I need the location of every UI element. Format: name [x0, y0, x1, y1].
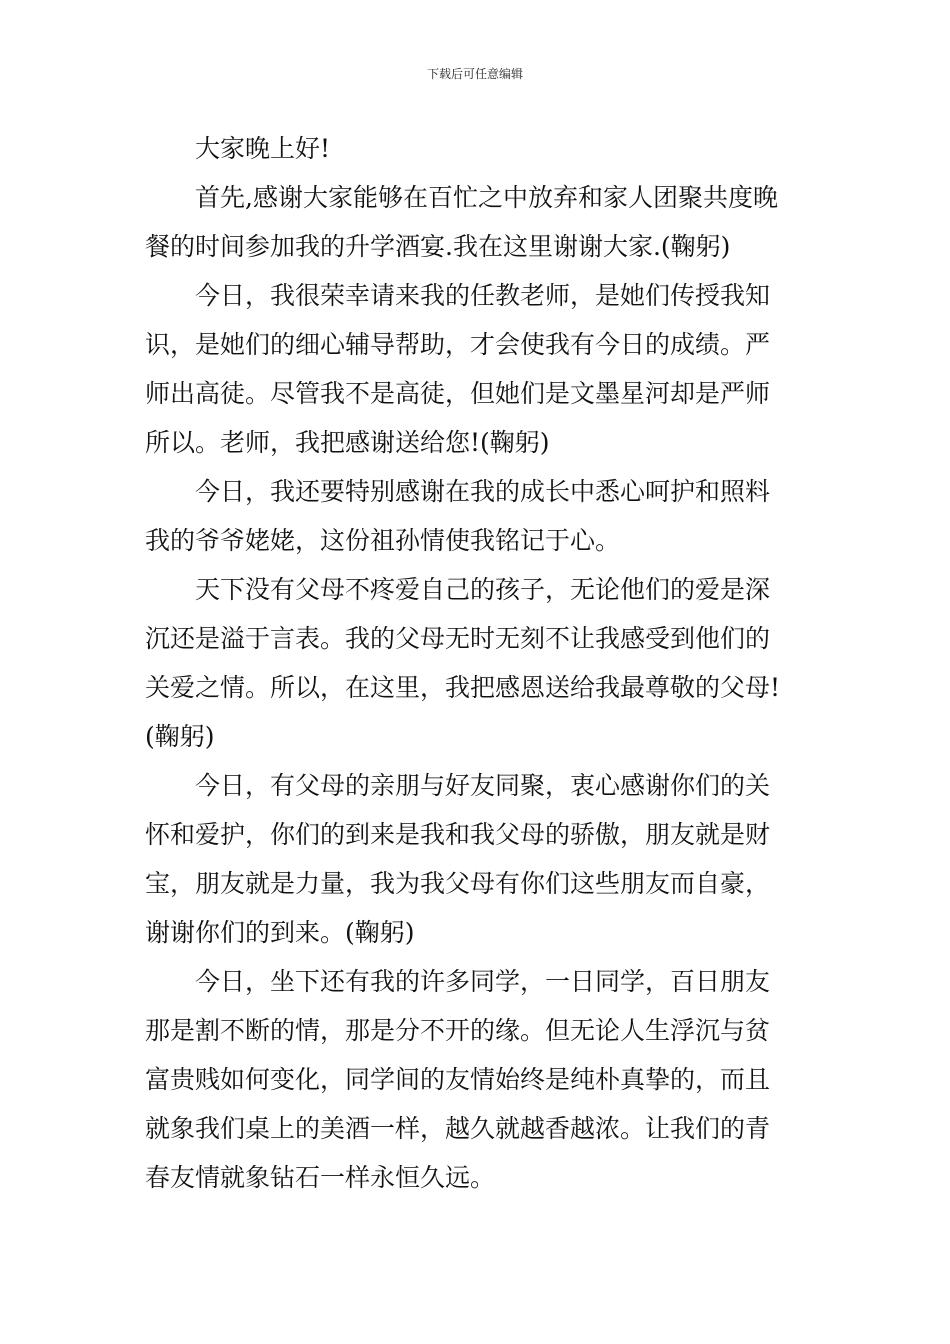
text-line: 师出高徒。尽管我不是高徒，但她们是文墨星河却是严师: [145, 379, 771, 408]
text-line: 就象我们桌上的美酒一样，越久就越香越浓。让我们的青: [145, 1114, 771, 1143]
text-line: 富贵贱如何变化，同学间的友情始终是纯朴真挚的，而且: [145, 1065, 771, 1094]
text-line: 今日，我很荣幸请来我的任教老师，是她们传授我知: [195, 281, 771, 310]
text-line: 今日，坐下还有我的许多同学，一日同学，百日朋友: [195, 967, 771, 996]
paragraph-thanks-parents: [145, 565, 809, 761]
text-line: 春友情就象钻石一样永恒久远。: [145, 1163, 496, 1192]
paragraph-thanks-classmates: [145, 957, 809, 1202]
text-line: 沉还是溢于言表。我的父母无时无刻不让我感受到他们的: [145, 624, 771, 653]
text-line: 识，是她们的细心辅导帮助，才会使我有今日的成绩。严: [145, 330, 771, 359]
text-line: 今日，我还要特别感谢在我的成长中悉心呵护和照料: [195, 477, 771, 506]
text-line: 所以。老师，我把感谢送给您!(鞠躬): [145, 428, 550, 457]
text-line: 宝，朋友就是力量，我为我父母有你们这些朋友而自豪，: [145, 869, 771, 898]
text-line: (鞠躬): [145, 722, 215, 751]
paragraph-thanks-grandparents: [145, 467, 809, 565]
text-line: 怀和爱护，你们的到来是我和我父母的骄傲，朋友就是财: [145, 820, 771, 849]
text-line: 天下没有父母不疼爱自己的孩子，无论他们的爱是深: [195, 575, 771, 604]
text-line: 餐的时间参加我的升学酒宴.我在这里谢谢大家.(鞠躬): [145, 232, 731, 261]
text-line: 首先,感谢大家能够在百忙之中放弃和家人团聚共度晚: [195, 183, 778, 212]
paragraph-thanks-friends: [145, 761, 809, 957]
text-line: 今日，有父母的亲朋与好友同聚，衷心感谢你们的关: [195, 771, 771, 800]
text-line: 我的爷爷姥姥，这份祖孙情使我铭记于心。: [145, 526, 621, 555]
paragraph-thanks-guests: [145, 173, 809, 271]
page-header: 下载后可任意编辑: [426, 67, 523, 81]
paragraph-greeting: [145, 124, 809, 173]
document-body: [145, 124, 809, 1202]
text-line: 那是割不断的情，那是分不开的缘。但无论人生浮沉与贫: [145, 1016, 771, 1045]
text-line: 大家晚上好!: [195, 134, 331, 163]
text-line: 谢谢你们的到来。(鞠躬): [145, 918, 415, 947]
paragraph-thanks-teachers: [145, 271, 809, 467]
text-line: 关爱之情。所以，在这里，我把感恩送给我最尊敬的父母!: [145, 673, 781, 702]
